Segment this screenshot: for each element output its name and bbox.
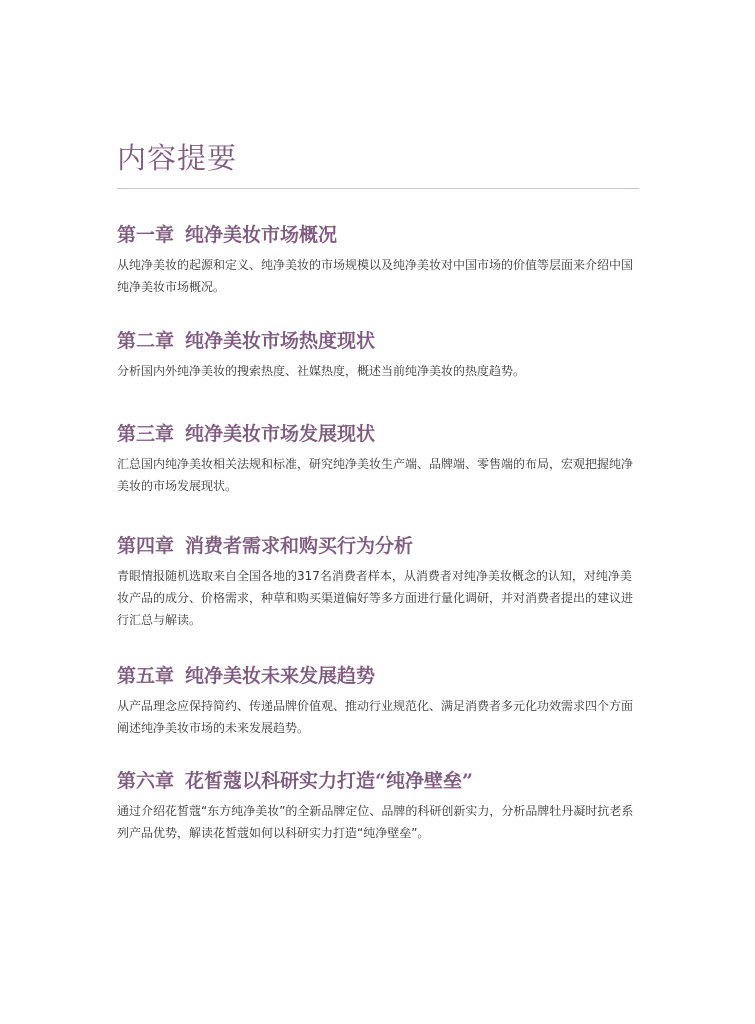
chapter-title: 消费者需求和购买行为分析: [185, 535, 414, 557]
chapter-description: 青眼情报随机选取来自全国各地的317名消费者样本，从消费者对纯净美妆概念的认知，对纯净美妆产品的成分、价格需求，种草和购买渠道偏好等多方面进行量化调研，并对消费者提出的建议进行汇总与解读。: [117, 569, 634, 627]
chapter-2: [117, 328, 637, 382]
chapter-title: 纯净美妆未来发展趋势: [185, 665, 376, 687]
page-title: 内容提要: [117, 141, 238, 175]
chapter-description: 汇总国内纯净美妆相关法规和标准，研究纯净美妆生产端、品牌端、零售端的布局，宏观把握纯净美妆的市场发展现状。: [117, 457, 634, 493]
chapter-number: 第六章: [117, 770, 175, 792]
chapter-number: 第二章: [117, 330, 175, 352]
chapter-description: 从产品理念应保持简约、传递品牌价值观、推动行业规范化、满足消费者多元化功效需求四个方面阐述纯净美妆市场的未来发展趋势。: [117, 699, 634, 735]
chapter-title: 纯净美妆市场概况: [185, 224, 338, 246]
chapter-number: 第三章: [117, 423, 175, 445]
chapter-heading: [117, 768, 637, 794]
chapter-heading: [117, 421, 637, 447]
chapter-5: [117, 663, 637, 739]
chapter-number: 第一章: [117, 224, 175, 246]
chapter-number: 第五章: [117, 665, 175, 687]
chapter-heading: [117, 533, 637, 559]
chapter-heading: [117, 663, 637, 689]
chapter-title: 纯净美妆市场发展现状: [185, 423, 376, 445]
title-divider: [117, 188, 639, 189]
chapter-number: 第四章: [117, 535, 175, 557]
chapter-3: [117, 421, 637, 497]
chapter-description: 从纯净美妆的起源和定义、纯净美妆的市场规模以及纯净美妆对中国市场的价值等层面来介绍中国纯净美妆市场概况。: [117, 258, 634, 294]
chapter-description: 通过介绍花皙蔻“东方纯净美妆”的全新品牌定位、品牌的科研创新实力，分析品牌牡丹凝时抗老系列产品优势，解读花皙蔻如何以科研实力打造“纯净壁垒”。: [117, 804, 634, 840]
chapter-1: [117, 222, 637, 298]
chapter-6: [117, 768, 637, 844]
chapter-4: [117, 533, 637, 631]
chapter-heading: [117, 222, 637, 248]
chapter-heading: [117, 328, 637, 354]
chapter-description: 分析国内外纯净美妆的搜索热度、社媒热度，概述当前纯净美妆的热度趋势。: [117, 364, 526, 378]
chapter-title: 花皙蔻以科研实力打造“纯净壁垒”: [185, 770, 473, 792]
chapter-title: 纯净美妆市场热度现状: [185, 330, 376, 352]
